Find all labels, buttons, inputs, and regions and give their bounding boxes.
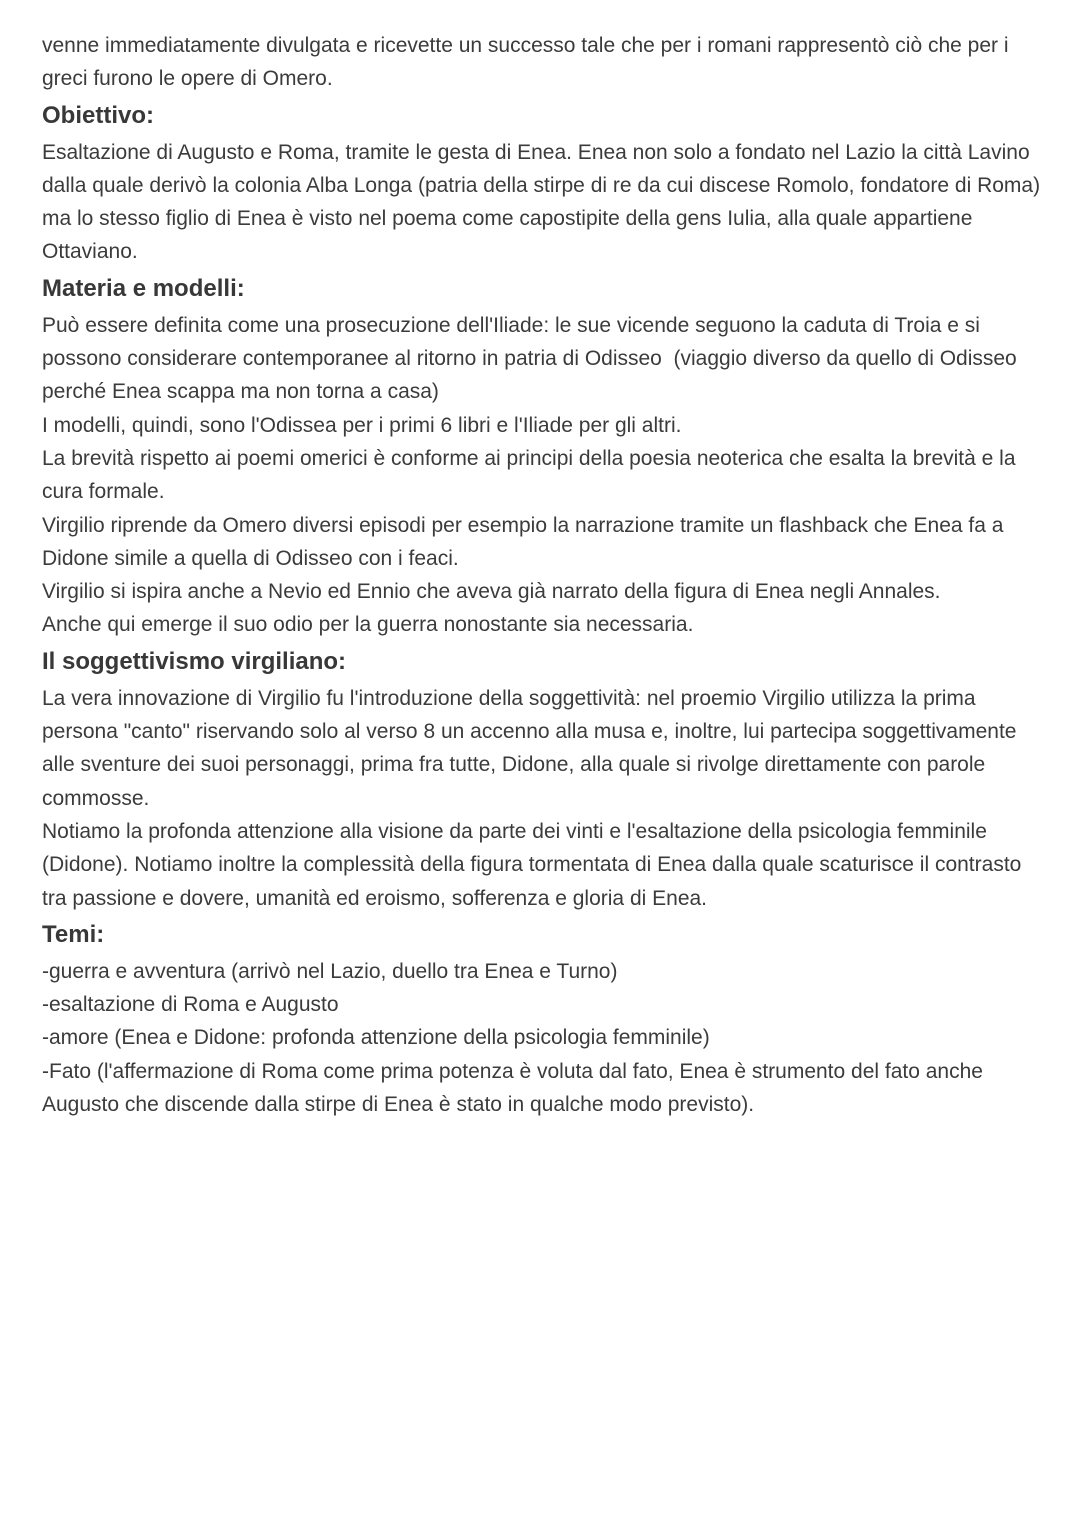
heading-temi: Temi:: [42, 920, 105, 948]
materia-paragraph-3: La brevità rispetto ai poemi omerici è conforme ai principi della poesia neoterica che esalta la brevità e la cura formale.: [42, 446, 1022, 504]
temi-item-3: -amore (Enea e Didone: profonda attenzione della psicologia femminile): [42, 1026, 710, 1050]
obiettivo-paragraph: Esaltazione di Augusto e Roma, tramite le gesta di Enea. Enea non solo a fondato nel Lazio la città Lavino dalla quale derivò la colonia Alba Longa (patria della stirpe di re da cui discese Romolo, fondatore di Roma) ma lo stesso figlio di Enea è visto nel poema come capostipite della gens Iulia, alla quale appartiene Ottaviano.: [42, 140, 1046, 264]
materia-paragraph-5: Virgilio si ispira anche a Nevio ed Ennio che aveva già narrato della figura di Enea negli Annales.: [42, 580, 941, 604]
temi-item-2: -esaltazione di Roma e Augusto: [42, 993, 339, 1017]
heading-obiettivo: Obiettivo:: [42, 101, 154, 129]
temi-item-4: -Fato (l'affermazione di Roma come prima potenza è voluta dal fato, Enea è strumento del fato anche Augusto che discende dalla stirpe di Enea è stato in qualche modo previsto).: [42, 1059, 988, 1117]
materia-paragraph-1: Può essere definita come una prosecuzione dell'Iliade: le sue vicende seguono la caduta di Troia e si possono considerare contemporanee al ritorno in patria di Odisseo (viaggio diverso da quello di Odisseo perché Enea scappa ma non torna a casa): [42, 313, 1023, 404]
heading-soggettivismo: Il soggettivismo virgiliano:: [42, 647, 347, 675]
materia-paragraph-4: Virgilio riprende da Omero diversi episodi per esempio la narrazione tramite un flashback che Enea fa a Didone simile a quella di Odisseo con i feaci.: [42, 513, 1010, 570]
temi-item-1: -guerra e avventura (arrivò nel Lazio, duello tra Enea e Turno): [42, 959, 618, 983]
heading-materia-e-modelli: Materia e modelli:: [42, 274, 245, 302]
intro-paragraph: venne immediatamente divulgata e ricevette un successo tale che per i romani rappresentò ciò che per i greci furono le opere di Omero.: [42, 34, 1015, 91]
document-page: [42, 29, 1046, 1121]
materia-paragraph-2: I modelli, quindi, sono l'Odissea per i primi 6 libri e l'Iliade per gli altri.: [42, 413, 682, 437]
materia-paragraph-6: Anche qui emerge il suo odio per la guerra nonostante sia necessaria.: [42, 613, 694, 637]
soggettivismo-paragraph-2: Notiamo la profonda attenzione alla visione da parte dei vinti e l'esaltazione della psicologia femminile (Didone). Notiamo inoltre la complessità della figura tormentata di Enea dalla quale scaturisce il contrasto tra passione e dovere, umanità ed eroismo, sofferenza e gloria di Enea.: [42, 819, 1028, 910]
soggettivismo-paragraph-1: La vera innovazione di Virgilio fu l'introduzione della soggettività: nel proemio Virgilio utilizza la prima persona "canto" riservando solo al verso 8 un accenno alla musa e, inoltre, lui partecipa soggettivamente alle sventure dei suoi personaggi, prima fra tutte, Didone, alla quale si rivolge direttamente con parole commosse.: [42, 686, 1023, 810]
